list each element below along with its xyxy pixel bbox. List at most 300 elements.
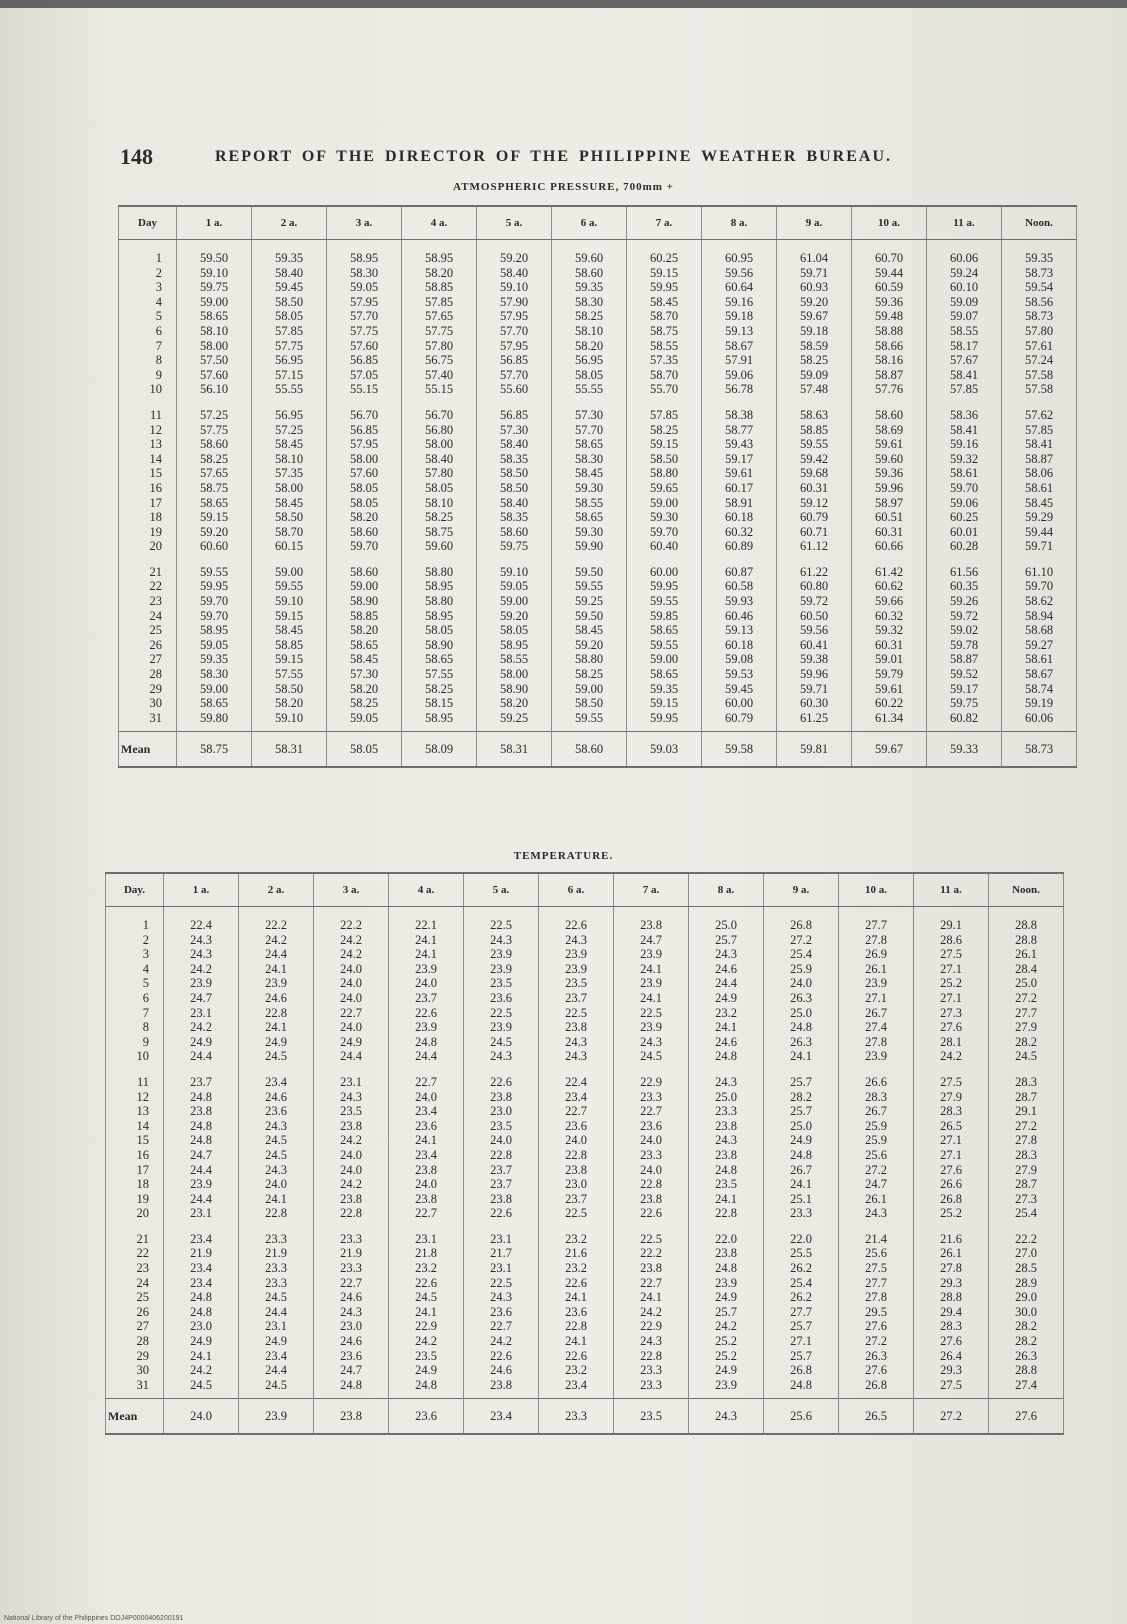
day-cell: 3 [119, 280, 177, 295]
value-cell: 24.5 [989, 1049, 1064, 1064]
value-cell: 55.70 [627, 382, 702, 397]
value-cell: 24.1 [764, 1049, 839, 1064]
value-cell: 22.5 [539, 1006, 614, 1021]
value-cell: 58.73 [1002, 266, 1077, 281]
value-cell: 25.7 [689, 933, 764, 948]
value-cell: 23.8 [689, 1148, 764, 1163]
value-cell: 58.45 [1002, 496, 1077, 511]
value-cell: 59.29 [1002, 510, 1077, 525]
value-cell: 24.9 [314, 1035, 389, 1050]
value-cell: 61.04 [777, 240, 852, 266]
value-cell: 58.20 [327, 510, 402, 525]
value-cell: 27.5 [914, 947, 989, 962]
value-cell: 24.9 [389, 1363, 464, 1378]
value-cell: 59.00 [327, 579, 402, 594]
value-cell: 23.9 [839, 976, 914, 991]
value-cell: 59.17 [702, 452, 777, 467]
temperature-col-header: 4 a. [389, 873, 464, 907]
mean-cell: 59.33 [927, 732, 1002, 768]
pressure-col-header: 4 a. [402, 206, 477, 240]
value-cell: 59.66 [852, 594, 927, 609]
table-row [119, 525, 1077, 540]
value-cell: 24.0 [314, 1020, 389, 1035]
value-cell: 25.0 [989, 976, 1064, 991]
value-cell: 57.95 [477, 309, 552, 324]
value-cell: 59.65 [627, 481, 702, 496]
table-row [119, 466, 1077, 481]
value-cell: 23.8 [614, 1192, 689, 1207]
value-cell: 57.25 [252, 423, 327, 438]
value-cell: 24.7 [164, 991, 239, 1006]
value-cell: 58.20 [327, 623, 402, 638]
value-cell: 59.20 [552, 638, 627, 653]
day-cell: 22 [106, 1246, 164, 1261]
value-cell: 29.1 [914, 907, 989, 933]
value-cell: 24.2 [164, 1020, 239, 1035]
table-row [106, 1177, 1064, 1192]
value-cell: 59.06 [927, 496, 1002, 511]
value-cell: 26.2 [764, 1290, 839, 1305]
value-cell: 24.7 [164, 1148, 239, 1163]
value-cell: 60.22 [852, 696, 927, 711]
value-cell: 25.2 [914, 976, 989, 991]
value-cell: 59.71 [777, 682, 852, 697]
value-cell: 57.25 [177, 397, 252, 423]
value-cell: 25.4 [764, 1276, 839, 1291]
pressure-col-header: 6 a. [552, 206, 627, 240]
table-row [106, 1104, 1064, 1119]
mean-label: Mean [106, 1399, 164, 1435]
value-cell: 58.45 [327, 652, 402, 667]
value-cell: 22.8 [539, 1319, 614, 1334]
value-cell: 59.75 [927, 696, 1002, 711]
value-cell: 22.6 [614, 1206, 689, 1221]
value-cell: 58.10 [552, 324, 627, 339]
value-cell: 24.1 [164, 1349, 239, 1364]
value-cell: 22.6 [539, 1349, 614, 1364]
value-cell: 23.6 [314, 1349, 389, 1364]
value-cell: 59.80 [177, 711, 252, 732]
value-cell: 23.0 [164, 1319, 239, 1334]
value-cell: 57.91 [702, 353, 777, 368]
value-cell: 24.2 [314, 1133, 389, 1148]
value-cell: 23.9 [239, 976, 314, 991]
value-cell: 26.7 [839, 1006, 914, 1021]
value-cell: 24.3 [464, 1049, 539, 1064]
value-cell: 23.6 [239, 1104, 314, 1119]
value-cell: 23.1 [164, 1206, 239, 1221]
value-cell: 27.2 [839, 1163, 914, 1178]
value-cell: 59.35 [1002, 240, 1077, 266]
value-cell: 22.6 [389, 1276, 464, 1291]
day-cell: 13 [106, 1104, 164, 1119]
value-cell: 27.3 [989, 1192, 1064, 1207]
value-cell: 58.20 [477, 696, 552, 711]
value-cell: 26.6 [839, 1064, 914, 1090]
value-cell: 22.9 [614, 1319, 689, 1334]
value-cell: 24.0 [314, 1148, 389, 1163]
value-cell: 23.9 [614, 947, 689, 962]
value-cell: 57.75 [402, 324, 477, 339]
value-cell: 23.1 [164, 1006, 239, 1021]
value-cell: 28.5 [989, 1261, 1064, 1276]
value-cell: 58.55 [927, 324, 1002, 339]
table-row [106, 1119, 1064, 1134]
value-cell: 58.50 [477, 481, 552, 496]
value-cell: 23.9 [614, 1020, 689, 1035]
value-cell: 22.0 [764, 1221, 839, 1247]
mean-cell: 23.8 [314, 1399, 389, 1435]
value-cell: 59.25 [477, 711, 552, 732]
value-cell: 59.45 [702, 682, 777, 697]
value-cell: 25.9 [764, 962, 839, 977]
table-row [119, 594, 1077, 609]
value-cell: 59.53 [702, 667, 777, 682]
value-cell: 58.87 [1002, 452, 1077, 467]
value-cell: 24.4 [314, 1049, 389, 1064]
value-cell: 24.0 [314, 1163, 389, 1178]
value-cell: 56.85 [477, 353, 552, 368]
value-cell: 57.90 [477, 295, 552, 310]
pressure-col-header: 7 a. [627, 206, 702, 240]
value-cell: 24.1 [389, 947, 464, 962]
value-cell: 58.40 [477, 266, 552, 281]
value-cell: 57.58 [1002, 368, 1077, 383]
table-row [119, 382, 1077, 397]
value-cell: 60.32 [702, 525, 777, 540]
scan-footer: National Library of the Philippines DOJ4P0000406200191 [4, 1615, 184, 1622]
value-cell: 27.8 [839, 1035, 914, 1050]
value-cell: 58.80 [627, 466, 702, 481]
value-cell: 27.3 [914, 1006, 989, 1021]
value-cell: 60.93 [777, 280, 852, 295]
value-cell: 57.61 [1002, 339, 1077, 354]
value-cell: 27.1 [914, 991, 989, 1006]
value-cell: 58.94 [1002, 609, 1077, 624]
value-cell: 55.15 [327, 382, 402, 397]
value-cell: 24.8 [764, 1148, 839, 1163]
value-cell: 57.85 [402, 295, 477, 310]
table-row [106, 1035, 1064, 1050]
value-cell: 30.0 [989, 1305, 1064, 1320]
value-cell: 23.0 [464, 1104, 539, 1119]
value-cell: 59.36 [852, 295, 927, 310]
value-cell: 23.9 [689, 1276, 764, 1291]
value-cell: 58.05 [327, 496, 402, 511]
value-cell: 25.2 [914, 1206, 989, 1221]
value-cell: 22.5 [464, 1276, 539, 1291]
temperature-col-header: Noon. [989, 873, 1064, 907]
value-cell: 24.1 [389, 933, 464, 948]
value-cell: 24.4 [164, 1192, 239, 1207]
value-cell: 23.9 [614, 976, 689, 991]
day-cell: 7 [119, 339, 177, 354]
value-cell: 24.1 [689, 1192, 764, 1207]
value-cell: 23.3 [314, 1261, 389, 1276]
value-cell: 24.8 [389, 1035, 464, 1050]
value-cell: 23.9 [539, 947, 614, 962]
value-cell: 27.6 [839, 1319, 914, 1334]
day-cell: 21 [119, 554, 177, 580]
value-cell: 60.28 [927, 539, 1002, 554]
value-cell: 59.26 [927, 594, 1002, 609]
value-cell: 58.30 [177, 667, 252, 682]
value-cell: 58.20 [327, 682, 402, 697]
day-cell: 21 [106, 1221, 164, 1247]
value-cell: 59.71 [1002, 539, 1077, 554]
value-cell: 28.2 [989, 1334, 1064, 1349]
day-cell: 27 [119, 652, 177, 667]
value-cell: 23.5 [464, 1119, 539, 1134]
value-cell: 26.3 [839, 1349, 914, 1364]
value-cell: 27.5 [839, 1261, 914, 1276]
value-cell: 56.80 [402, 423, 477, 438]
value-cell: 23.8 [614, 1261, 689, 1276]
day-cell: 14 [106, 1119, 164, 1134]
table-row [106, 991, 1064, 1006]
value-cell: 58.38 [702, 397, 777, 423]
value-cell: 26.4 [914, 1349, 989, 1364]
value-cell: 57.55 [402, 667, 477, 682]
value-cell: 23.3 [614, 1363, 689, 1378]
value-cell: 21.9 [239, 1246, 314, 1261]
value-cell: 27.8 [989, 1133, 1064, 1148]
mean-cell: 23.5 [614, 1399, 689, 1435]
value-cell: 24.8 [764, 1378, 839, 1399]
value-cell: 23.8 [389, 1163, 464, 1178]
value-cell: 25.4 [989, 1206, 1064, 1221]
value-cell: 58.70 [252, 525, 327, 540]
value-cell: 24.4 [239, 1363, 314, 1378]
value-cell: 55.55 [552, 382, 627, 397]
value-cell: 23.9 [164, 1177, 239, 1192]
value-cell: 24.6 [314, 1290, 389, 1305]
value-cell: 23.8 [389, 1192, 464, 1207]
value-cell: 27.6 [914, 1334, 989, 1349]
day-cell: 3 [106, 947, 164, 962]
value-cell: 27.7 [989, 1006, 1064, 1021]
value-cell: 59.27 [1002, 638, 1077, 653]
day-cell: 10 [106, 1049, 164, 1064]
value-cell: 24.8 [164, 1119, 239, 1134]
value-cell: 57.60 [327, 339, 402, 354]
table-row [106, 1221, 1064, 1247]
value-cell: 61.22 [777, 554, 852, 580]
value-cell: 59.50 [177, 240, 252, 266]
value-cell: 57.40 [402, 368, 477, 383]
value-cell: 58.85 [402, 280, 477, 295]
value-cell: 24.3 [689, 1064, 764, 1090]
mean-cell: 58.31 [477, 732, 552, 768]
value-cell: 24.9 [239, 1035, 314, 1050]
value-cell: 26.2 [764, 1261, 839, 1276]
value-cell: 24.2 [614, 1305, 689, 1320]
value-cell: 23.4 [539, 1090, 614, 1105]
value-cell: 59.78 [927, 638, 1002, 653]
value-cell: 59.24 [927, 266, 1002, 281]
value-cell: 59.13 [702, 324, 777, 339]
value-cell: 23.5 [464, 976, 539, 991]
value-cell: 58.41 [1002, 437, 1077, 452]
value-cell: 24.3 [614, 1035, 689, 1050]
value-cell: 22.4 [164, 907, 239, 933]
value-cell: 23.8 [614, 907, 689, 933]
value-cell: 28.2 [989, 1319, 1064, 1334]
day-cell: 20 [106, 1206, 164, 1221]
value-cell: 59.52 [927, 667, 1002, 682]
value-cell: 59.43 [702, 437, 777, 452]
value-cell: 59.61 [852, 437, 927, 452]
value-cell: 58.61 [1002, 481, 1077, 496]
value-cell: 56.70 [327, 397, 402, 423]
value-cell: 22.7 [389, 1064, 464, 1090]
value-cell: 60.46 [702, 609, 777, 624]
value-cell: 24.5 [389, 1290, 464, 1305]
value-cell: 23.8 [689, 1119, 764, 1134]
value-cell: 59.67 [777, 309, 852, 324]
value-cell: 23.3 [764, 1206, 839, 1221]
value-cell: 24.1 [239, 1020, 314, 1035]
day-cell: 25 [119, 623, 177, 638]
value-cell: 27.2 [989, 1119, 1064, 1134]
value-cell: 24.4 [239, 1305, 314, 1320]
value-cell: 22.4 [539, 1064, 614, 1090]
value-cell: 56.10 [177, 382, 252, 397]
value-cell: 24.3 [239, 1163, 314, 1178]
table-row [119, 539, 1077, 554]
value-cell: 59.08 [702, 652, 777, 667]
value-cell: 24.0 [389, 976, 464, 991]
day-cell: 24 [119, 609, 177, 624]
value-cell: 24.3 [314, 1305, 389, 1320]
value-cell: 58.35 [477, 510, 552, 525]
day-cell: 12 [106, 1090, 164, 1105]
value-cell: 59.15 [627, 266, 702, 281]
value-cell: 59.35 [552, 280, 627, 295]
day-cell: 8 [106, 1020, 164, 1035]
value-cell: 23.6 [539, 1305, 614, 1320]
value-cell: 24.0 [464, 1133, 539, 1148]
value-cell: 58.80 [402, 594, 477, 609]
value-cell: 27.7 [839, 907, 914, 933]
value-cell: 59.00 [252, 554, 327, 580]
table-row [106, 1319, 1064, 1334]
value-cell: 25.1 [764, 1192, 839, 1207]
temperature-col-header: 2 a. [239, 873, 314, 907]
day-cell: 30 [106, 1363, 164, 1378]
value-cell: 22.7 [314, 1276, 389, 1291]
value-cell: 57.85 [252, 324, 327, 339]
table-row [119, 309, 1077, 324]
value-cell: 22.8 [314, 1206, 389, 1221]
value-cell: 23.2 [539, 1221, 614, 1247]
value-cell: 28.8 [989, 1363, 1064, 1378]
value-cell: 21.9 [314, 1246, 389, 1261]
pressure-col-header: 5 a. [477, 206, 552, 240]
value-cell: 59.20 [477, 609, 552, 624]
value-cell: 58.87 [927, 652, 1002, 667]
day-cell: 13 [119, 437, 177, 452]
value-cell: 61.42 [852, 554, 927, 580]
table-row [106, 1378, 1064, 1399]
value-cell: 28.8 [989, 933, 1064, 948]
value-cell: 61.25 [777, 711, 852, 732]
table-row [106, 1261, 1064, 1276]
mean-cell: 24.0 [164, 1399, 239, 1435]
value-cell: 60.40 [627, 539, 702, 554]
value-cell: 59.20 [777, 295, 852, 310]
value-cell: 60.50 [777, 609, 852, 624]
value-cell: 58.95 [402, 609, 477, 624]
value-cell: 23.6 [614, 1119, 689, 1134]
value-cell: 23.5 [689, 1177, 764, 1192]
value-cell: 28.6 [914, 933, 989, 948]
value-cell: 58.56 [1002, 295, 1077, 310]
value-cell: 23.5 [314, 1104, 389, 1119]
day-cell: 26 [119, 638, 177, 653]
value-cell: 24.5 [239, 1290, 314, 1305]
value-cell: 58.61 [1002, 652, 1077, 667]
table-row [119, 623, 1077, 638]
value-cell: 22.6 [464, 1064, 539, 1090]
value-cell: 24.9 [689, 1363, 764, 1378]
table-row [119, 423, 1077, 438]
value-cell: 58.65 [552, 437, 627, 452]
value-cell: 28.3 [989, 1064, 1064, 1090]
temperature-col-header: 9 a. [764, 873, 839, 907]
day-cell: 15 [106, 1133, 164, 1148]
day-cell: 18 [119, 510, 177, 525]
value-cell: 24.7 [314, 1363, 389, 1378]
day-cell: 20 [119, 539, 177, 554]
value-cell: 25.7 [764, 1064, 839, 1090]
mean-cell: 58.75 [177, 732, 252, 768]
value-cell: 28.8 [989, 907, 1064, 933]
value-cell: 60.25 [627, 240, 702, 266]
value-cell: 27.1 [764, 1334, 839, 1349]
value-cell: 23.1 [239, 1319, 314, 1334]
value-cell: 22.2 [614, 1246, 689, 1261]
value-cell: 26.9 [839, 947, 914, 962]
table-row [106, 1192, 1064, 1207]
value-cell: 59.15 [252, 609, 327, 624]
value-cell: 26.1 [989, 947, 1064, 962]
mean-cell: 58.09 [402, 732, 477, 768]
value-cell: 59.72 [777, 594, 852, 609]
value-cell: 23.6 [464, 1305, 539, 1320]
day-cell: 2 [106, 933, 164, 948]
value-cell: 59.61 [702, 466, 777, 481]
value-cell: 23.3 [614, 1090, 689, 1105]
value-cell: 24.5 [164, 1378, 239, 1399]
value-cell: 58.50 [477, 466, 552, 481]
temperature-col-header: 1 a. [164, 873, 239, 907]
value-cell: 59.79 [852, 667, 927, 682]
value-cell: 58.95 [477, 638, 552, 653]
table-row [119, 481, 1077, 496]
value-cell: 25.7 [764, 1319, 839, 1334]
value-cell: 24.2 [689, 1319, 764, 1334]
value-cell: 57.50 [177, 353, 252, 368]
value-cell: 22.2 [314, 907, 389, 933]
value-cell: 59.55 [252, 579, 327, 594]
value-cell: 59.45 [252, 280, 327, 295]
value-cell: 24.1 [689, 1020, 764, 1035]
value-cell: 22.9 [389, 1319, 464, 1334]
value-cell: 60.00 [702, 696, 777, 711]
value-cell: 57.70 [327, 309, 402, 324]
value-cell: 58.59 [777, 339, 852, 354]
